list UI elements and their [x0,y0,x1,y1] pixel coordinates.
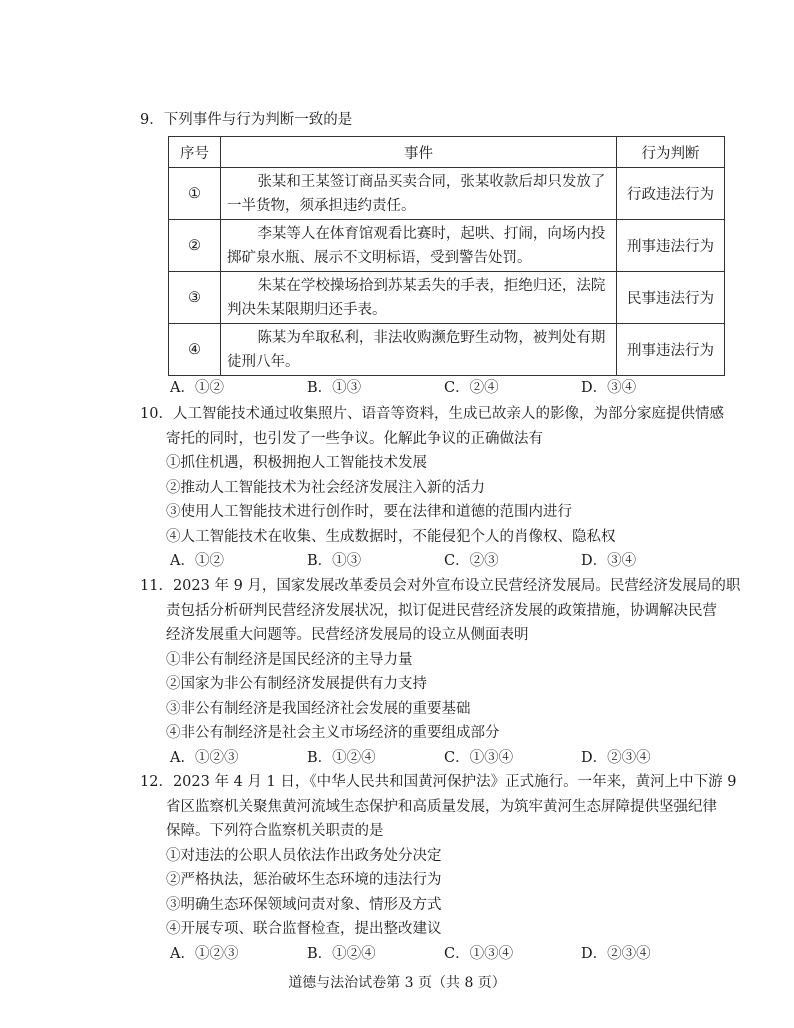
statement-item: ①抓住机遇，积极拥抱人工智能技术发展 [166,455,427,471]
statement-item: ②推动人工智能技术为社会经济发展注入新的活力 [166,479,485,496]
row-event-text: 陈某为牟取私利，非法收购濒危野生动物，被判处有期徒刑八年。 [227,329,606,370]
option-d[interactable]: D．③④ [581,380,637,396]
answer-options [140,746,720,771]
statement-item: ④人工智能技术在收集、生成数据时，不能侵犯个人的肖像权、隐私权 [166,528,616,545]
option-c[interactable]: C．②④ [444,380,499,396]
statement-item: ③使用人工智能技术进行创作时，要在法律和道德的范围内进行 [166,504,572,520]
question-stem: 11．2023 年 9 月，国家发展改革委员会对外宣布设立民营经济发展局。民营经济发展局的职 [140,578,741,594]
question-stem: 责包括分析研判民营经济发展状况，拟订促进民营经济发展的政策措施，协调解决民营 [166,602,717,619]
row-event [221,168,617,220]
question-9-options [140,376,720,401]
question-stem: 保障。下列符合监察机关职责的是 [166,823,384,839]
row-event-text: 李某等人在体育馆观看比赛时，起哄、打闹，向场内投掷矿泉水瓶、展示不文明标语，受到警告处罚。 [227,225,606,266]
row-judgment: 刑事违法行为 [617,324,725,376]
table-header-row [169,137,725,168]
page-footer: 道德与法治试卷第 3 页（共 8 页） [288,975,506,991]
row-judgment: 刑事违法行为 [617,220,725,272]
statement-item: ③非公有制经济是我国经济社会发展的重要基础 [166,700,471,717]
row-event [221,220,617,272]
statement-item: ①非公有制经济是国民经济的主导力量 [166,651,413,668]
option-d[interactable]: D．③④ [581,553,637,569]
question-stem: 9．下列事件与行为判断一致的是 [140,112,353,128]
option-d[interactable]: D．②③④ [581,749,651,766]
statement-item: ①对违法的公职人员依法作出政务处分决定 [166,847,442,864]
option-a[interactable]: A．①② [170,380,224,396]
events-table [168,136,725,376]
table-row [169,168,725,220]
option-c[interactable]: C．②③ [444,553,499,569]
option-a[interactable]: A．①② [170,553,224,569]
question-stem: 经济发展重大问题等。民营经济发展局的设立从侧面表明 [166,627,529,643]
option-d[interactable]: D．②③④ [581,945,651,962]
statement-item: ②严格执法，惩治破坏生态环境的违法行为 [166,872,442,888]
answer-options [140,942,720,967]
option-b[interactable]: B．①③ [307,380,362,396]
question-stem: 10．人工智能技术通过收集照片、语音等资料，生成已故亲人的影像，为部分家庭提供情感 [140,406,724,422]
row-number: ① [169,168,221,220]
header-judgment: 行为判断 [617,137,725,168]
option-c[interactable]: C．①③④ [444,749,514,766]
table-row [169,324,725,376]
row-event [221,272,617,324]
table-row [169,272,725,324]
option-b[interactable]: B．①③ [307,553,362,569]
question-stem: 12．2023 年 4 月 1 日，《中华人民共和国黄河保护法》正式施行。一年来，黄河上中下游 9 [140,774,737,790]
header-event: 事件 [221,137,617,168]
statement-item: ④开展专项、联合监督检查，提出整改建议 [166,921,442,937]
row-judgment: 民事违法行为 [617,272,725,324]
question-12 [140,770,737,966]
statement-item: ④非公有制经济是社会主义市场经济的重要组成部分 [166,725,500,741]
header-number: 序号 [169,137,221,168]
statement-item: ②国家为非公有制经济发展提供有力支持 [166,676,427,692]
question-9 [140,108,720,133]
answer-options [140,549,720,574]
row-event-text: 张某和王某签订商品买卖合同，张某收款后却只发放了一半货物，须承担违约责任。 [227,173,606,214]
option-a[interactable]: A．①②③ [170,749,239,766]
answer-options [140,376,720,401]
option-b[interactable]: B．①②④ [307,945,376,962]
option-c[interactable]: C．①③④ [444,945,514,962]
row-judgment: 行政违法行为 [617,168,725,220]
option-a[interactable]: A．①②③ [170,945,239,962]
row-number: ④ [169,324,221,376]
question-11 [140,574,741,770]
table-row [169,220,725,272]
statement-item: ③明确生态环保领域问责对象、情形及方式 [166,896,442,913]
question-stem: 寄托的同时，也引发了一些争议。化解此争议的正确做法有 [166,430,543,447]
option-b[interactable]: B．①②④ [307,749,376,766]
question-10 [140,402,724,574]
row-number: ② [169,220,221,272]
row-event-text: 朱某在学校操场拾到苏某丢失的手表，拒绝归还，法院判决朱某限期归还手表。 [227,277,606,318]
question-stem: 省区监察机关聚焦黄河流域生态保护和高质量发展，为筑牢黄河生态屏障提供坚强纪律 [166,798,717,815]
row-event [221,324,617,376]
row-number: ③ [169,272,221,324]
